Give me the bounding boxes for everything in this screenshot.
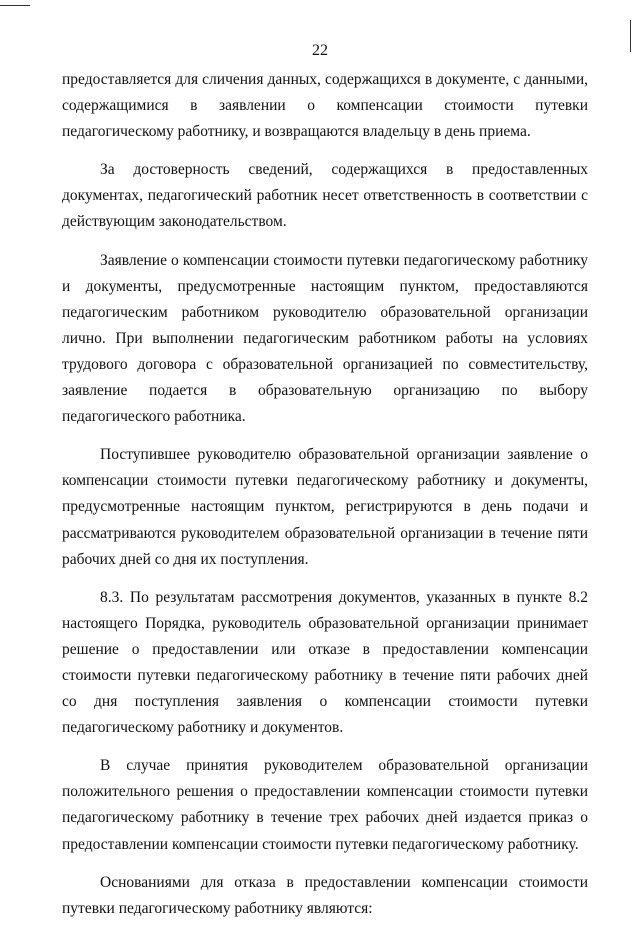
paragraph-positive-decision: В случае принятия руководителем образовательной организации положительного решения о предоставлении компенсации стоимости путевки педагогическому работнику в течение трех рабочих дней издается приказ о предоставлении компенсации стоимости путевки педагогическому работнику. (62, 757, 588, 853)
paragraph-refusal-grounds: Основаниями для отказа в предоставлении компенсации стоимости путевки педагогическому работнику являются: (62, 873, 588, 917)
paragraph-reliability: За достоверность сведений, содержащихся в предоставленных документах, педагогический работник несет ответственность в соответствии с действующим законодательством. (62, 161, 588, 231)
page-number: 22 (312, 42, 328, 59)
scan-edge-mark-top (0, 5, 30, 6)
paragraph-registration: Поступившее руководителю образовательной организации заявление о компенсации стоимости путевки педагогическому работнику и документы, предусмотренные настоящим пунктом, регистрируются в день подачи и рассматриваются руководителем образовательной организации в течение пяти рабочих дней со дня их поступления. (62, 446, 588, 568)
document-body (62, 67, 588, 934)
paragraph-section-8-3: 8.3. По результатам рассмотрения документов, указанных в пункте 8.2 настоящего Порядка, руководитель образовательной организации принимает решение о предоставлении или отказе в предоставлении компенсации стоимости путевки педагогическому работнику в течение пяти рабочих дней со дня поступления заявления о компенсации стоимости путевки педагогическому работнику и документов. (62, 588, 588, 737)
paragraph-continuation: предоставляется для сличения данных, содержащихся в документе, с данными, содержащимися в заявлении о компенсации стоимости путевки педагогическому работнику, и возвращаются владельцу в день приема. (62, 71, 588, 141)
paragraph-application-submission: Заявление о компенсации стоимости путевки педагогическому работнику и документы, предусмотренные настоящим пунктом, предоставляются педагогическим работником руководителю образовательной организации лично. При выполнении педагогическим работником работы на условиях трудового договора с образовательной организацией по совместительству, заявление подается в образовательную организацию по выбору педагогического работника. (62, 251, 588, 426)
